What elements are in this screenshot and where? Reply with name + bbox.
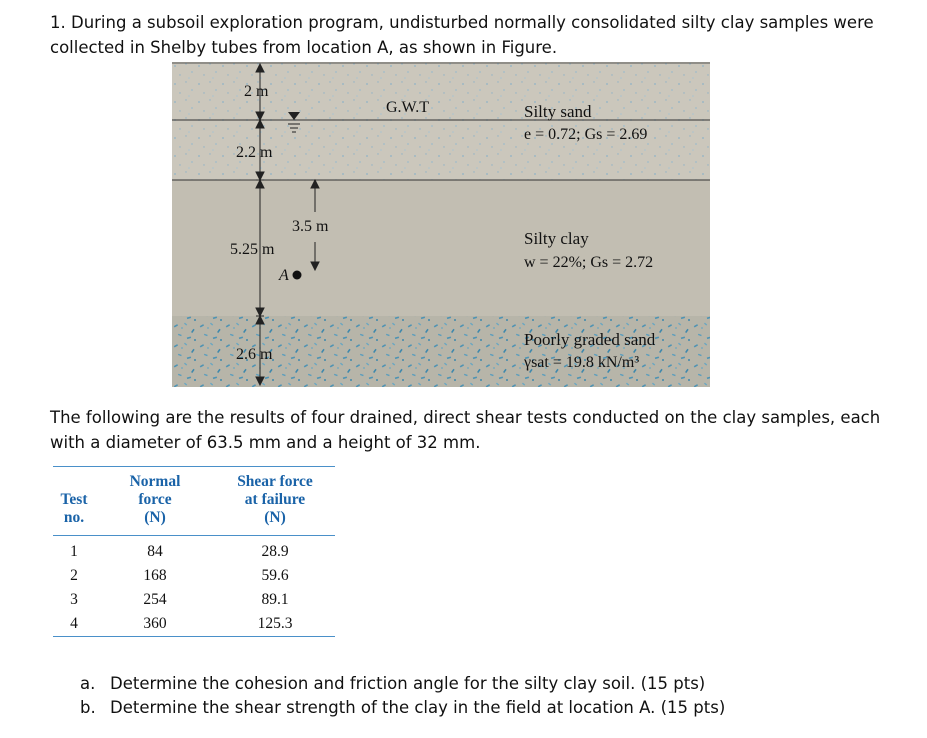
dim-to-a-label: 3.5 m <box>292 218 329 235</box>
table-row <box>53 588 335 612</box>
cell-normal: 254 <box>143 591 167 608</box>
task-text: Determine the shear strength of the clay in the field at location A. (15 pts) <box>110 698 726 717</box>
intro-text: The following are the results of four drained, direct shear tests conducted on the clay samples, each with a diameter of 63.5 mm and a height of 32 mm. <box>50 408 881 452</box>
layer2-props: w = 22%; Gs = 2.72 <box>524 254 654 271</box>
dim-top-label: 2 m <box>244 83 269 100</box>
header-normal-line1: Normal <box>129 473 181 490</box>
task-label: b. <box>80 698 96 717</box>
cell-normal: 360 <box>95 612 215 637</box>
header-normal-line2: force <box>138 491 172 508</box>
cell-shear: 59.6 <box>261 567 289 584</box>
cell-shear: 89.1 <box>261 591 289 608</box>
layer2-name: Silty clay <box>524 229 589 248</box>
cell-shear: 125.3 <box>215 612 335 637</box>
layer3-name: Poorly graded sand <box>524 330 656 349</box>
header-test-line2: no. <box>63 509 85 526</box>
cell-test: 1 <box>53 536 95 565</box>
table-row <box>53 564 335 588</box>
layer3-props: γsat = 19.8 kN/m³ <box>524 354 640 371</box>
header-normal-force <box>95 467 215 536</box>
header-test-line1: Test <box>60 491 88 508</box>
task-text: Determine the cohesion and friction angle for the silty clay soil. (15 pts) <box>110 674 706 693</box>
dim-water-label: 2.2 m <box>236 144 273 161</box>
task-item <box>80 672 725 696</box>
header-normal-line3: (N) <box>144 509 166 526</box>
header-shear-line3: (N) <box>264 509 286 526</box>
layer1-props: e = 0.72; Gs = 2.69 <box>524 126 648 143</box>
header-shear-line2: at failure <box>244 491 306 508</box>
cell-shear: 28.9 <box>215 536 335 565</box>
gwt-label: G.W.T <box>386 99 429 116</box>
layer1-name: Silty sand <box>524 102 592 121</box>
table-row <box>53 536 335 565</box>
cell-test: 2 <box>70 567 78 584</box>
header-shear-line1: Shear force <box>237 473 313 490</box>
point-a-label: A <box>279 267 289 284</box>
point-a-marker <box>293 271 302 280</box>
cell-normal: 168 <box>143 567 167 584</box>
cell-normal: 84 <box>95 536 215 565</box>
silty-sand-layer <box>172 62 710 180</box>
task-label: a. <box>80 674 96 693</box>
task-list <box>80 672 725 720</box>
cell-test: 3 <box>70 591 78 608</box>
task-item <box>80 696 725 720</box>
cell-test: 4 <box>53 612 95 637</box>
dim-sand-label: 2.6 m <box>236 346 273 363</box>
header-test <box>53 467 95 536</box>
table-row <box>53 612 335 637</box>
dim-clay-total-label: 5.25 m <box>230 241 275 258</box>
header-shear-force <box>215 467 335 536</box>
soil-profile-figure <box>172 62 710 387</box>
question-text: 1. During a subsoil exploration program, undisturbed normally consolidated silty clay samples were collected in Shelby tubes from location A, as shown in Figure. <box>50 13 874 57</box>
shear-test-table <box>53 466 335 637</box>
